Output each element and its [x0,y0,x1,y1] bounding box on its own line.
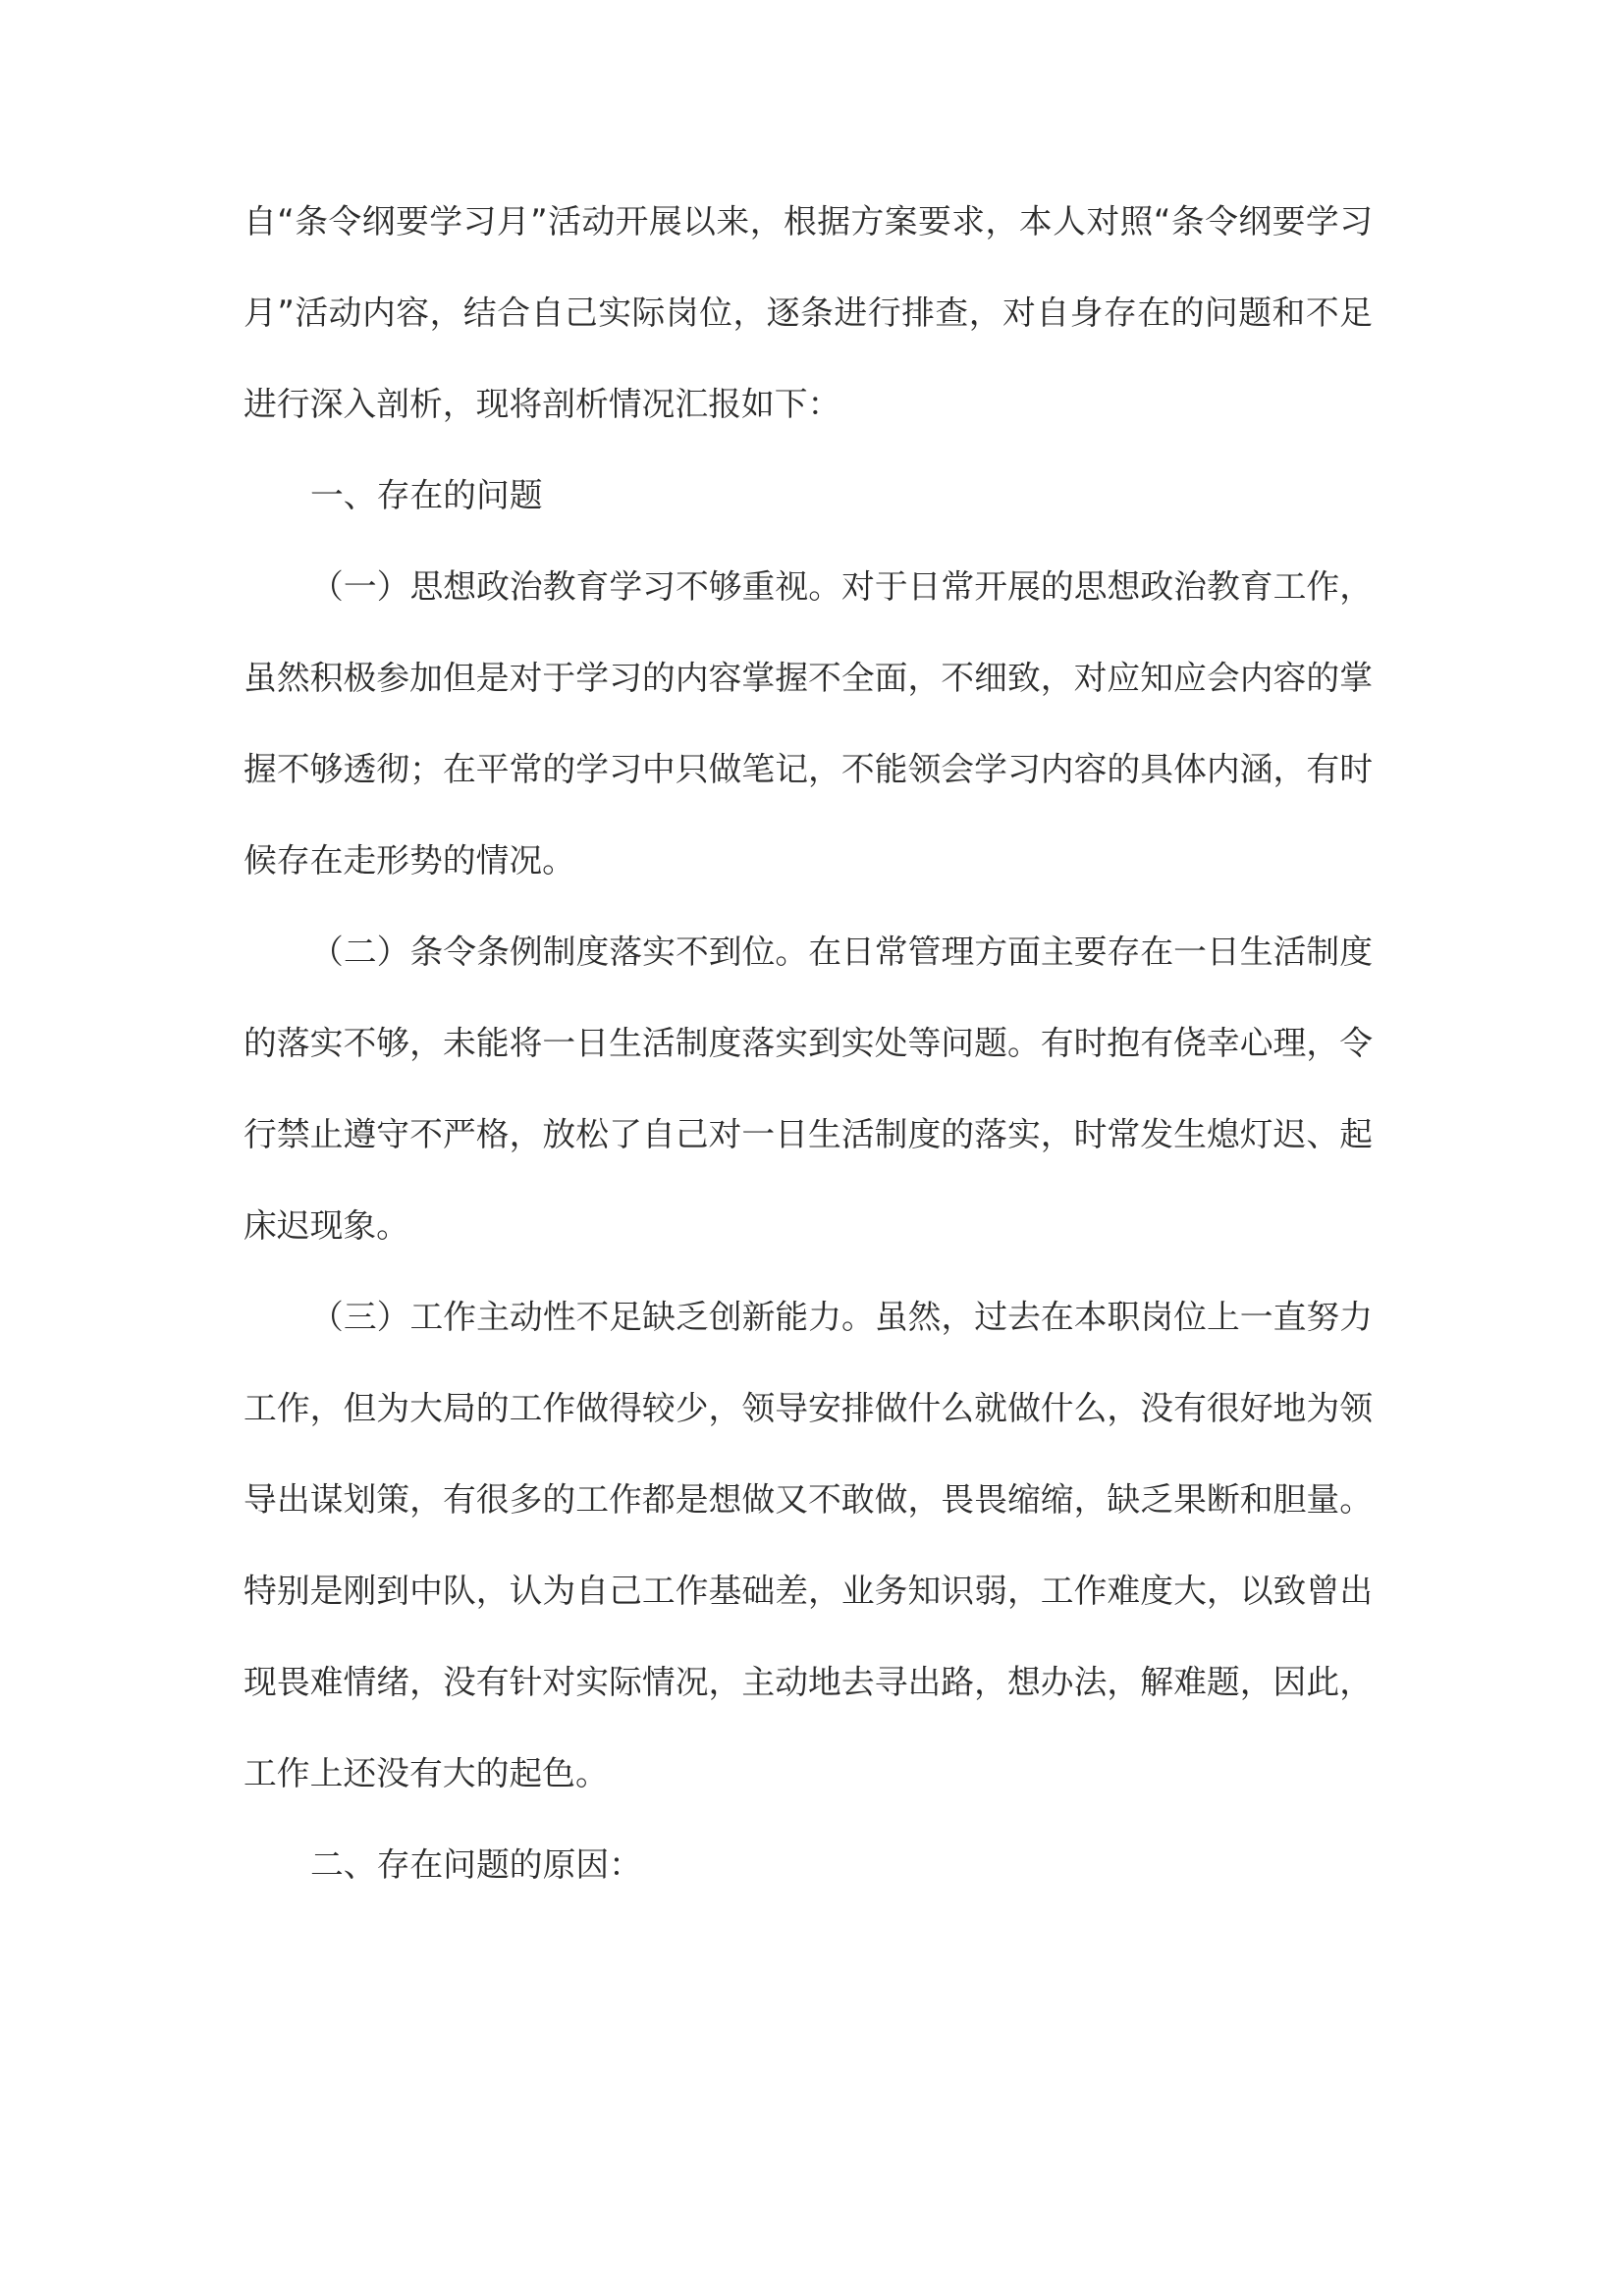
section-heading-causes: 二、存在问题的原因： [310,1845,642,1884]
section-heading-problems: 一、存在的问题 [310,476,543,514]
problem-paragraph-2: （二）条令条例制度落实不到位。在日常管理方面主要存在一日生活制度的落实不够，未能将一日生活制度落实到实处等问题。有时抱有侥幸心理，令行禁止遵守不严格，放松了自己对一日生活制度的落实，时常发生熄灯迟、起床迟现象。 [244,933,1373,1245]
problem-paragraph-3: （三）工作主动性不足缺乏创新能力。虽然，过去在本职岗位上一直努力工作，但为大局的工作做得较少，领导安排做什么就做什么，没有很好地为领导出谋划策，有很多的工作都是想做又不敢做，畏畏缩缩，缺乏果断和胆量。特别是刚到中队，认为自己工作基础差，业务知识弱，工作难度大，以致曾出现畏难情绪，没有针对实际情况，主动地去寻出路，想办法，解难题，因此，工作上还没有大的起色。 [244,1298,1373,1792]
problem-paragraph-1: （一）思想政治教育学习不够重视。对于日常开展的思想政治教育工作，虽然积极参加但是对于学习的内容掌握不全面，不细致，对应知应会内容的掌握不够透彻；在平常的学习中只做笔记，不能领会学习内容的具体内涵，有时候存在走形势的情况。 [244,567,1373,880]
intro-paragraph: 自“条令纲要学习月”活动开展以来，根据方案要求，本人对照“条令纲要学习月”活动内容，结合自己实际岗位，逐条进行排查，对自身存在的问题和不足进行深入剖析，现将剖析情况汇报如下： [244,202,1373,423]
document-body [244,176,1373,1910]
